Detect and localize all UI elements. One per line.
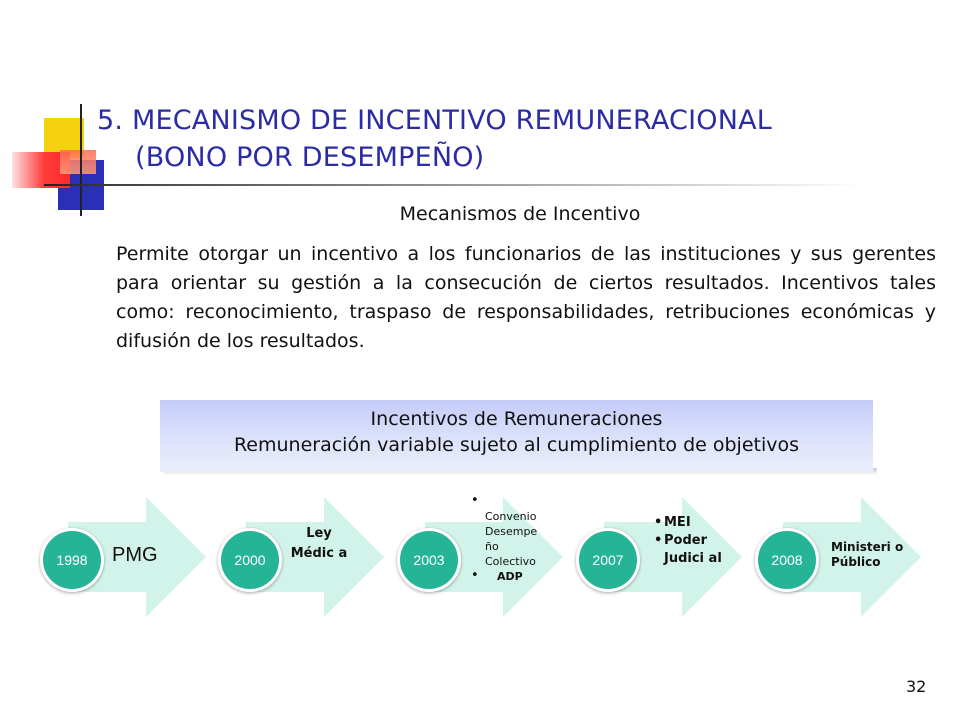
title-line-1: 5. MECANISMO DE INCENTIVO REMUNERACIONAL [97, 105, 773, 136]
bullet-text: Convenio Desempe ño Colectivo [485, 510, 538, 568]
page-number: 32 [906, 677, 927, 696]
timeline-step-2007 [592, 494, 744, 620]
timeline-step-2008 [771, 494, 923, 620]
bullet-text: ADP [497, 570, 523, 583]
timeline-step-2003 [413, 493, 565, 620]
bullet-item [471, 493, 551, 569]
bullet-dot-icon: • [471, 568, 479, 583]
bullet-dot-icon: • [471, 493, 479, 508]
body-paragraph: Permite otorgar un incentivo a los funcionarios de las instituciones y sus gerentes para orientar su gestión a la consecución de ciertos resultados. Incentivos tales como: reconocimiento, traspaso de responsabilidades, retribuciones económicas y difusión de los resultados. [116, 243, 936, 352]
step-label: PMG [112, 544, 158, 566]
year-badge: 1998 [40, 528, 104, 592]
year-badge: 2007 [576, 528, 640, 592]
bullet-item [471, 568, 551, 584]
banner-line-1: Incentivos de Remuneraciones [370, 408, 663, 430]
banner-line-2: Remuneración variable sujeto al cumplimiento de objetivos [233, 434, 800, 456]
timeline-step-2000 [234, 494, 386, 620]
logo-vertical-line [80, 104, 82, 216]
subheading: Mecanismos de Incentivo [399, 203, 641, 225]
timeline-step-1998 [56, 494, 208, 620]
bullet-item [654, 514, 734, 532]
slide-title [97, 102, 917, 176]
bullet-dot-icon: • [654, 515, 663, 530]
bullet-text: Poder Judici al [664, 533, 722, 566]
bullet-text: MEI [664, 515, 691, 530]
year-badge: 2000 [218, 528, 282, 592]
bullet-item [654, 532, 734, 568]
title-underline [44, 184, 864, 186]
logo-red-accent [60, 150, 96, 174]
bullet-dot-icon: • [654, 533, 663, 548]
step-bullets [471, 494, 551, 584]
year-badge: 2008 [755, 528, 819, 592]
step-bullets [654, 514, 734, 568]
title-line-2: (BONO POR DESEMPEÑO) [135, 142, 485, 173]
step-label: Ley Médic a [290, 526, 348, 561]
year-badge: 2003 [397, 528, 461, 592]
step-label: Ministeri o Público [831, 540, 904, 569]
incentives-banner [160, 400, 873, 472]
